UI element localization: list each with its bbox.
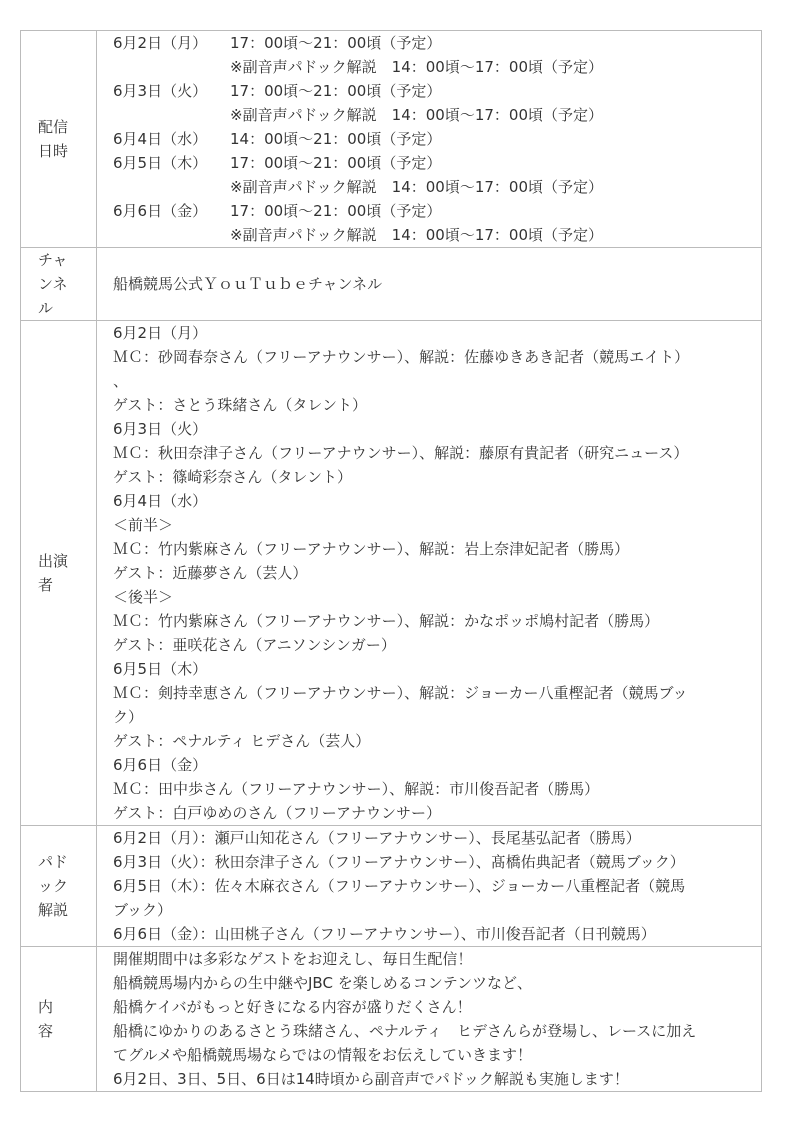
distribution-time: 17：00頃～21：00頃（予定） bbox=[230, 34, 442, 52]
distribution-sub-audio: ※副音声パドック解説 14：00頃～17：00頃（予定） bbox=[230, 58, 604, 76]
paddock-line: 6月6日（金）：山田桃子さん（フリーアナウンサー）、市川俊吾記者（日刊競馬） bbox=[113, 925, 656, 943]
channel-name: 船橋競馬公式ＹｏｕＴｕｂｅチャンネル bbox=[113, 275, 383, 293]
cast-line: ゲスト：亜咲花さん（アニソンシンガー） bbox=[113, 636, 396, 654]
distribution-sub-audio: ※副音声パドック解説 14：00頃～17：00頃（予定） bbox=[230, 106, 604, 124]
distribution-sub-audio: ※副音声パドック解説 14：00頃～17：00頃（予定） bbox=[230, 226, 604, 244]
content-body bbox=[97, 947, 762, 1092]
cast-line: ゲスト：さとう珠緒さん（タレント） bbox=[113, 396, 368, 414]
cast-line: ＜後半＞ bbox=[113, 588, 174, 606]
distribution-entry bbox=[113, 79, 755, 127]
paddock-row bbox=[21, 826, 762, 947]
cast-line: 6月2日（月） bbox=[113, 324, 208, 342]
cast-row bbox=[21, 321, 762, 826]
paddock-line: 6月5日（木）：佐々木麻衣さん（フリーアナウンサー）、ジョーカー八重樫記者（競馬 bbox=[113, 877, 686, 895]
content-line: 6月2日、3日、5日、6日は14時頃から副音声でパドック解説も実施します！ bbox=[113, 1070, 629, 1088]
content-heading: 内 容 bbox=[21, 947, 97, 1092]
cast-line: ゲスト：近藤夢さん（芸人） bbox=[113, 564, 308, 582]
content-line: 船橋にゆかりのあるさとう珠緒さん、ペナルティ ヒデさんらが登場し、レースに加え bbox=[113, 1022, 697, 1040]
paddock-heading: パド ック 解説 bbox=[21, 826, 97, 947]
distribution-time: 17：00頃～21：00頃（予定） bbox=[230, 202, 442, 220]
cast-line: ＜前半＞ bbox=[113, 516, 174, 534]
cast-line: ＭＣ：竹内紫麻さん（フリーアナウンサー）、解説：かなポッポ鳩村記者（勝馬） bbox=[113, 612, 660, 630]
distribution-entry bbox=[113, 31, 755, 79]
paddock-line: 6月3日（火）：秋田奈津子さん（フリーアナウンサー）、髙橋佑典記者（競馬ブック） bbox=[113, 853, 685, 871]
distribution-date: 6月3日（火） bbox=[113, 82, 208, 100]
distribution-entry bbox=[113, 127, 755, 151]
distribution-time: 14：00頃～21：00頃（予定） bbox=[230, 130, 442, 148]
cast-line: 6月4日（水） bbox=[113, 492, 208, 510]
cast-line: ゲスト：篠崎彩奈さん（タレント） bbox=[113, 468, 353, 486]
paddock-body bbox=[97, 826, 762, 947]
distribution-time: 17：00頃～21：00頃（予定） bbox=[230, 82, 442, 100]
distribution-sub-audio: ※副音声パドック解説 14：00頃～17：00頃（予定） bbox=[230, 178, 604, 196]
broadcast-info-table bbox=[20, 30, 762, 1092]
cast-line: 6月6日（金） bbox=[113, 756, 208, 774]
distribution-date: 6月4日（水） bbox=[113, 130, 208, 148]
distribution-entry bbox=[113, 199, 755, 247]
distribution-body bbox=[97, 31, 762, 248]
channel-body bbox=[97, 248, 762, 321]
cast-body bbox=[97, 321, 762, 826]
content-line: 船橋ケイバがもっと好きになる内容が盛りだくさん！ bbox=[113, 998, 472, 1016]
cast-line: ゲスト：白戸ゆめのさん（フリーアナウンサー） bbox=[113, 804, 442, 822]
distribution-entry bbox=[113, 151, 755, 199]
cast-line: ク） bbox=[113, 708, 144, 726]
content-line: 船橋競馬場内からの生中継やJBC を楽しめるコンテンツなど、 bbox=[113, 974, 532, 992]
distribution-date: 6月5日（木） bbox=[113, 154, 208, 172]
cast-line: 6月5日（木） bbox=[113, 660, 208, 678]
content-line: 開催期間中は多彩なゲストをお迎えし、毎日生配信！ bbox=[113, 950, 473, 968]
cast-line: 、 bbox=[113, 372, 129, 390]
cast-line: ＭＣ：剣持幸恵さん（フリーアナウンサー）、解説：ジョーカー八重樫記者（競馬ブッ bbox=[113, 684, 688, 702]
distribution-heading: 配信 日時 bbox=[21, 31, 97, 248]
content-line: てグルメや船橋競馬場ならではの情報をお伝えしていきます！ bbox=[113, 1046, 532, 1064]
cast-line: ＭＣ：砂岡春奈さん（フリーアナウンサー）、解説：佐藤ゆきあき記者（競馬エイト） bbox=[113, 348, 690, 366]
channel-heading: チャ ンネ ル bbox=[21, 248, 97, 321]
cast-line: 6月3日（火） bbox=[113, 420, 208, 438]
distribution-date: 6月6日（金） bbox=[113, 202, 208, 220]
distribution-date: 6月2日（月） bbox=[113, 34, 208, 52]
cast-line: ゲスト：ペナルティ ヒデさん（芸人） bbox=[113, 732, 371, 750]
cast-line: ＭＣ：竹内紫麻さん（フリーアナウンサー）、解説：岩上奈津妃記者（勝馬） bbox=[113, 540, 630, 558]
paddock-line: 6月2日（月）：瀬戸山知花さん（フリーアナウンサー）、長尾基弘記者（勝馬） bbox=[113, 829, 641, 847]
content-row bbox=[21, 947, 762, 1092]
cast-line: ＭＣ：秋田奈津子さん（フリーアナウンサー）、解説：藤原有貴記者（研究ニュース） bbox=[113, 444, 689, 462]
cast-heading: 出演 者 bbox=[21, 321, 97, 826]
channel-row bbox=[21, 248, 762, 321]
paddock-line: ブック） bbox=[113, 901, 172, 919]
distribution-time: 17：00頃～21：00頃（予定） bbox=[230, 154, 442, 172]
distribution-row bbox=[21, 31, 762, 248]
cast-line: ＭＣ：田中歩さん（フリーアナウンサー）、解説：市川俊吾記者（勝馬） bbox=[113, 780, 600, 798]
